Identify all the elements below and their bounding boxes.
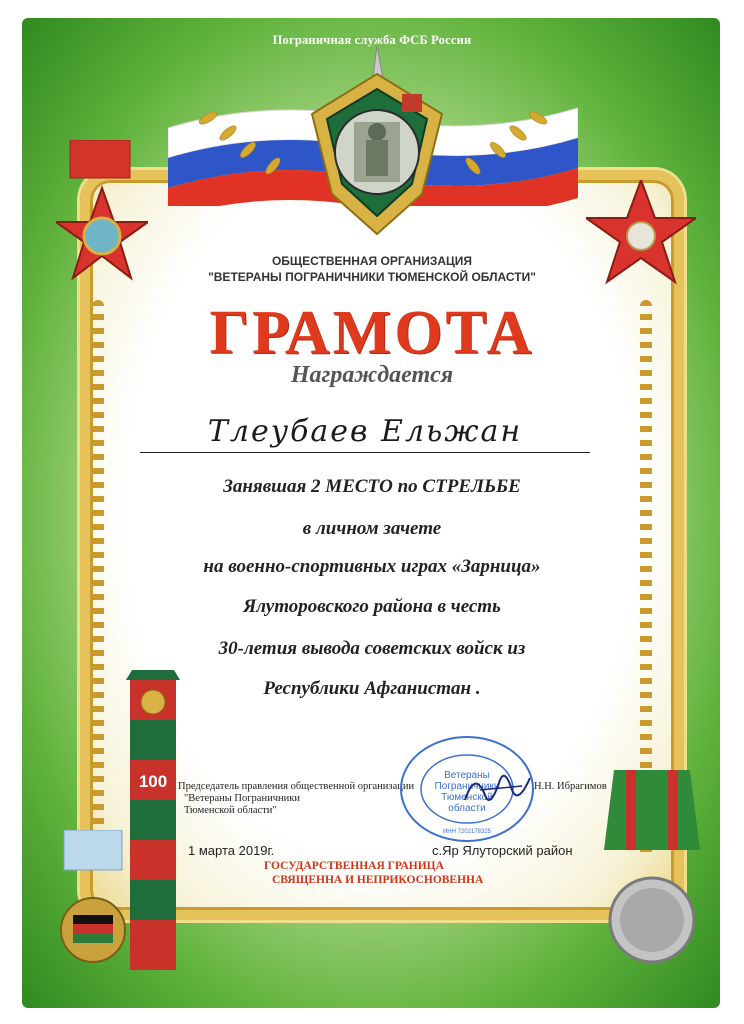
achievement-line-5: 30-летия вывода советских войск из xyxy=(218,638,526,659)
stamp-center-1: Ветераны xyxy=(444,770,490,781)
stamp-center-4: области xyxy=(448,803,486,814)
handwritten-signature xyxy=(460,760,540,820)
achievement-line-1: Занявшая 2 МЕСТО по СТРЕЛЬБЕ xyxy=(223,476,521,497)
achievement-line-3: на военно-спортивных играх «Зарница» xyxy=(203,556,541,577)
slogan-line-2: СВЯЩЕННА И НЕПРИКОСНОВЕННА xyxy=(272,874,484,886)
post-number: 100 xyxy=(138,772,168,791)
certificate-title: ГРАМОТА xyxy=(209,299,535,367)
organization-line-1: ОБЩЕСТВЕННАЯ ОРГАНИЗАЦИЯ xyxy=(271,254,473,268)
chair-line-3: Тюменской области" xyxy=(184,805,277,816)
issue-place: с.Яр Ялуторский район xyxy=(432,843,573,858)
organization-line-2: "ВЕТЕРАНЫ ПОГРАНИЧНИКИ ТЮМЕНСКОЙ ОБЛАСТИ" xyxy=(208,270,536,284)
chair-line-1: Председатель правления общественной организации xyxy=(178,781,415,792)
awarded-label: Награждается xyxy=(290,362,454,388)
issue-date: 1 марта 2019г. xyxy=(188,843,275,858)
achievement-line-6: Республики Афганистан . xyxy=(263,678,481,699)
recipient-underline xyxy=(140,452,590,453)
service-name: Пограничная служба ФСБ России xyxy=(272,33,472,47)
slogan-line-1: ГОСУДАРСТВЕННАЯ ГРАНИЦА xyxy=(264,860,444,872)
green-ribbon-medal xyxy=(604,770,700,980)
stamp-center-3: Тюменской xyxy=(441,792,493,803)
chair-line-2: "Ветераны Пограничники xyxy=(184,793,300,804)
stamp-center-2: Пограничники xyxy=(434,781,500,792)
stamp-inn: ИНН 7202178325 xyxy=(442,829,492,835)
border-post xyxy=(122,670,184,970)
border-guard-emblem xyxy=(302,44,452,239)
signer-name: Н.Н. Ибрагимов xyxy=(534,781,607,792)
blue-ribbon-medal xyxy=(58,830,128,970)
achievement-line-2: в личном зачете xyxy=(302,518,442,539)
achievement-line-4: Ялуторовского района в честь xyxy=(243,596,501,617)
recipient-name: Тлеубаев Ельжан xyxy=(207,414,523,449)
